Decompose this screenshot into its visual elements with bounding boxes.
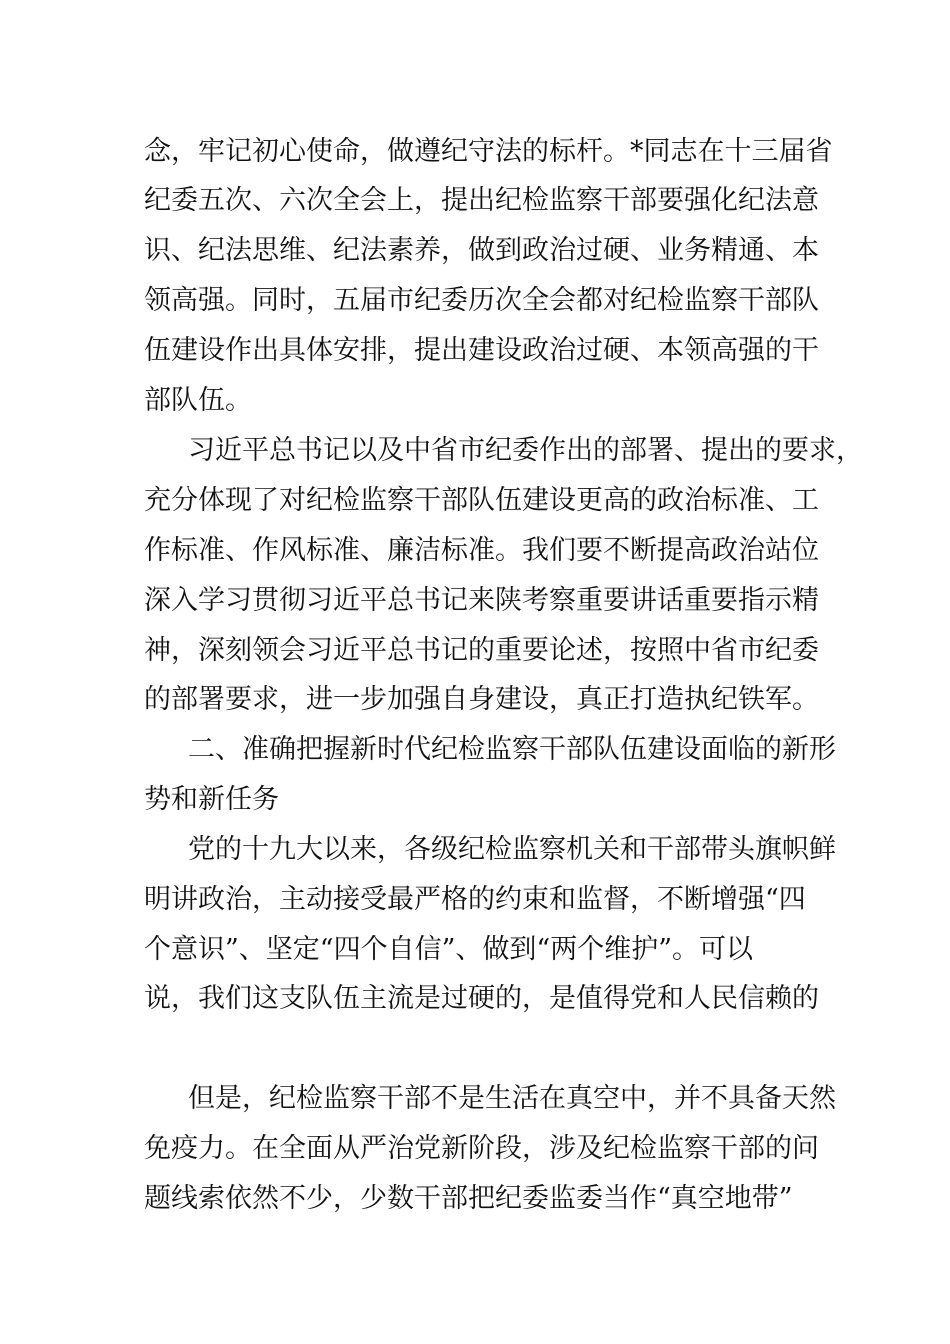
text-line-2: 纪委五次、六次全会上，提出纪检监察干部要强化纪法意 — [144, 185, 819, 216]
text-line-6: 部队伍。 — [144, 385, 252, 416]
section-heading-line-1: 二、准确把握新时代纪检监察干部队伍建设面临的新形 — [188, 734, 836, 765]
text-line-11: 神，深刻领会习近平总书记的重要论述，按照中省市纪委 — [144, 635, 819, 666]
text-line-18: 说，我们这支队伍主流是过硬的，是值得党和人民信赖的 — [144, 983, 819, 1014]
text-line-1: 念，牢记初心使命，做遵纪守法的标杆。*同志在十三届省 — [144, 136, 833, 167]
section-heading-line-2: 势和新任务 — [144, 784, 279, 815]
text-line-7: 习近平总书记以及中省市纪委作出的部署、提出的要求， — [188, 435, 863, 466]
text-line-3: 识、纪法思维、纪法素养，做到政治过硬、业务精通、本 — [144, 235, 819, 266]
text-line-19: 但是，纪检监察干部不是生活在真空中，并不具备天然 — [188, 1083, 836, 1114]
text-line-21: 题线索依然不少，少数干部把纪委监委当作“真空地带” — [144, 1183, 793, 1214]
text-line-15: 党的十九大以来，各级纪检监察机关和干部带头旗帜鲜 — [188, 834, 836, 865]
text-line-20: 免疫力。在全面从严治党新阶段，涉及纪检监察干部的问 — [144, 1133, 819, 1164]
text-line-16: 明讲政治，主动接受最严格的约束和监督，不断增强“四 — [144, 884, 806, 915]
text-line-17: 个意识”、坚定“四个自信”、做到“两个维护”。可以 — [144, 934, 754, 965]
text-line-4: 领高强。同时，五届市纪委历次全会都对纪检监察干部队 — [144, 285, 819, 316]
text-line-9: 作标准、作风标准、廉洁标准。我们要不断提高政治站位 — [144, 535, 819, 566]
text-line-5: 伍建设作出具体安排，提出建设政治过硬、本领高强的干 — [144, 335, 819, 366]
text-line-10: 深入学习贯彻习近平总书记来陕考察重要讲话重要指示精 — [144, 585, 819, 616]
text-line-12: 的部署要求，进一步加强自身建设，真正打造执纪铁军。 — [144, 684, 819, 715]
text-line-8: 充分体现了对纪检监察干部队伍建设更高的政治标准、工 — [144, 485, 819, 516]
